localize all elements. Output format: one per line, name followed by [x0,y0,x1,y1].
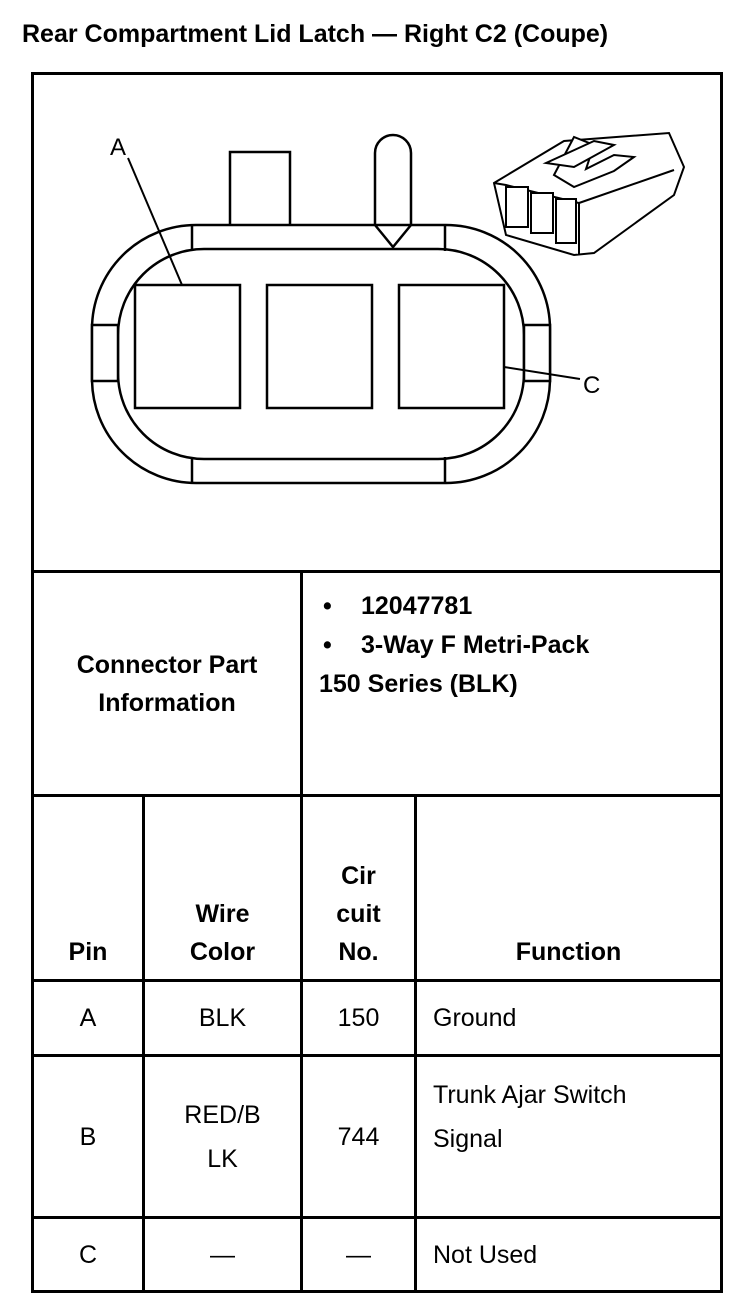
connector-tab [230,152,290,229]
connector-part-information-label [34,573,300,794]
table-row-a-circuit: 150 [337,1004,380,1032]
connector-table [31,72,723,1293]
header-circuit-no: Cir cuit No. [336,862,381,966]
bullet: • [323,592,332,620]
header-wire-color: Wire Color [189,900,256,966]
header-function: Function [515,938,622,966]
connector-description-line1: 3-Way F Metri-Pack [361,631,590,659]
part-number-item [319,587,720,626]
left-latch [92,325,118,381]
connector-part-label-line2: Information [98,688,236,717]
table-row-c-pin: C [78,1240,98,1269]
connector-description-line2: 150 Series (BLK) [319,670,518,698]
cavity-c [399,285,504,408]
table-row-b-circuit: 744 [337,1122,380,1151]
page-title: Rear Compartment Lid Latch — Right C2 (Coupe) [22,20,609,48]
table-row-b-pin: B [79,1122,97,1151]
table-row-c-wire-color: — [210,1240,235,1269]
label-c: C [583,372,601,399]
connector-3d-icon [494,133,684,255]
header-pin: Pin [68,938,108,966]
table-row-c-circuit: — [346,1240,371,1269]
table-row-a-pin: A [79,1004,97,1032]
table-row-b-wire-color: RED/B LK [184,1100,261,1173]
table-row-c-function: Not Used [433,1240,538,1269]
connector-part-information-value [303,573,720,794]
table-row-a-wire-color: BLK [198,1004,247,1032]
connector-part-label-line1: Connector Part [76,650,258,679]
bullet: • [323,631,332,659]
description-item [319,626,720,665]
part-number: 12047781 [361,592,473,620]
connector-key [375,135,411,225]
table-row-b-function: Trunk Ajar Switch Signal [433,1081,627,1153]
cavity-a [135,285,240,408]
cavity-b [267,285,372,408]
table-row-a-function: Ground [433,1004,517,1032]
connector-face-diagram [34,75,720,570]
label-a: A [110,134,127,161]
